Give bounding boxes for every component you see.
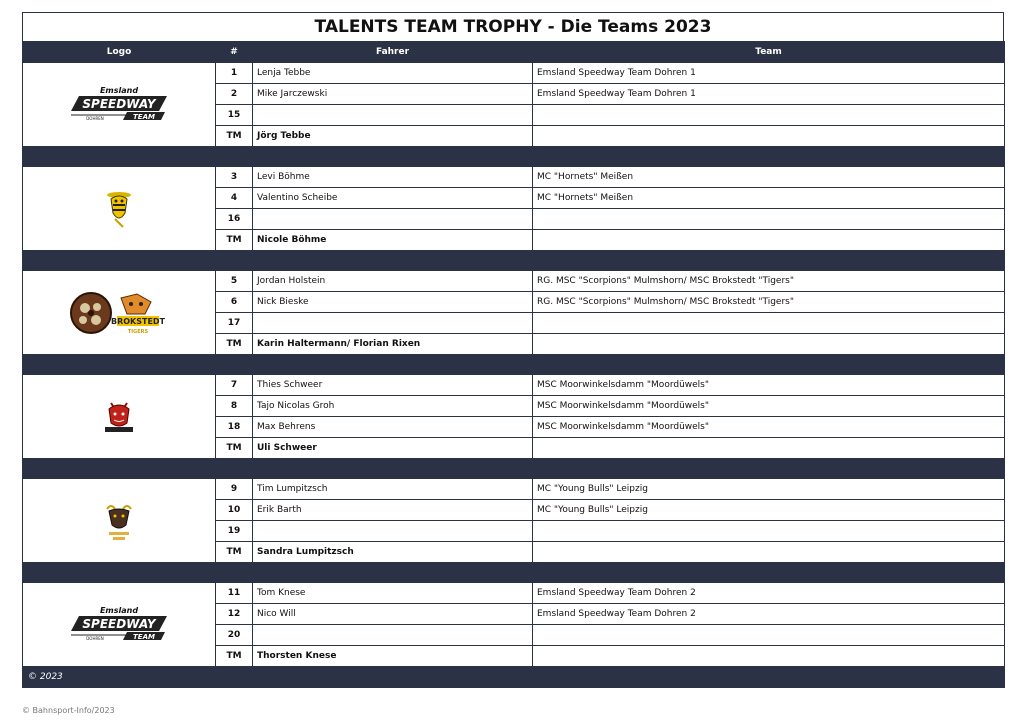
team-name: MC "Young Bulls" Leipzig	[533, 479, 1005, 500]
driver-name	[253, 521, 533, 542]
driver-name: Tim Lumpitzsch	[253, 479, 533, 500]
separator-row	[23, 563, 1005, 583]
driver-name	[253, 105, 533, 126]
separator-cell	[23, 563, 1005, 583]
start-number: 2	[216, 84, 253, 105]
logo-small-text: DOHREN	[86, 115, 104, 121]
separator-cell	[23, 251, 1005, 271]
team-name: Emsland Speedway Team Dohren 2	[533, 583, 1005, 604]
team-name	[533, 625, 1005, 646]
team-name	[533, 230, 1005, 251]
team-manager-name: Thorsten Knese	[253, 646, 533, 667]
team-name: Emsland Speedway Team Dohren 1	[533, 63, 1005, 84]
team-name	[533, 209, 1005, 230]
driver-name: Valentino Scheibe	[253, 188, 533, 209]
emsland-speedway-team-logo-icon	[67, 85, 171, 125]
driver-name	[253, 625, 533, 646]
driver-name: Nico Will	[253, 604, 533, 625]
logo-sub-text: TEAM	[133, 112, 155, 121]
team-logo-cell	[23, 375, 216, 459]
logo-sub-text: TIGERS	[127, 328, 149, 335]
start-number: 6	[216, 292, 253, 313]
start-number: 10	[216, 500, 253, 521]
separator-row	[23, 355, 1005, 375]
team-name	[533, 105, 1005, 126]
start-number: 16	[216, 209, 253, 230]
logo-top-text: Emsland	[99, 85, 139, 95]
team-name: MC "Hornets" Meißen	[533, 167, 1005, 188]
logo-main-text: BROKSTEDT	[110, 316, 166, 326]
team-name	[533, 334, 1005, 355]
driver-name: Lenja Tebbe	[253, 63, 533, 84]
team-name: MSC Moorwinkelsdamm "Moordüwels"	[533, 375, 1005, 396]
start-number: 15	[216, 105, 253, 126]
team-manager-name: Uli Schweer	[253, 438, 533, 459]
team-logo-cell	[23, 479, 216, 563]
team-name	[533, 542, 1005, 563]
start-number: 18	[216, 417, 253, 438]
team-name: MSC Moorwinkelsdamm "Moordüwels"	[533, 417, 1005, 438]
page-title: TALENTS TEAM TROPHY - Die Teams 2023	[22, 12, 1004, 41]
table-row	[23, 375, 1005, 396]
team-name	[533, 313, 1005, 334]
logo-main-text: SPEEDWAY	[82, 616, 156, 631]
footer-copyright: © 2023	[23, 667, 1005, 688]
start-number: 4	[216, 188, 253, 209]
team-manager-name: Sandra Lumpitzsch	[253, 542, 533, 563]
team-name: Emsland Speedway Team Dohren 1	[533, 84, 1005, 105]
team-logo-cell	[23, 583, 216, 667]
logo-top-text: Emsland	[99, 605, 139, 615]
team-manager-name: Nicole Böhme	[253, 230, 533, 251]
table-row	[23, 271, 1005, 292]
column-header-driver: Fahrer	[253, 42, 533, 63]
start-number: 20	[216, 625, 253, 646]
start-number: 11	[216, 583, 253, 604]
start-number: 1	[216, 63, 253, 84]
logo-sub-text: TEAM	[133, 632, 155, 641]
column-header-logo: Logo	[23, 42, 216, 63]
young-bulls-logo-icon	[99, 499, 139, 543]
table-row	[23, 583, 1005, 604]
start-number: 9	[216, 479, 253, 500]
column-header-number: #	[216, 42, 253, 63]
driver-name: Levi Böhme	[253, 167, 533, 188]
team-name: MC "Hornets" Meißen	[533, 188, 1005, 209]
separator-row	[23, 459, 1005, 479]
teams-table	[22, 41, 1005, 688]
team-name: MSC Moorwinkelsdamm "Moordüwels"	[533, 396, 1005, 417]
team-logo-cell	[23, 167, 216, 251]
start-number: 19	[216, 521, 253, 542]
driver-name: Erik Barth	[253, 500, 533, 521]
team-logo-cell	[23, 271, 216, 355]
table-row	[23, 63, 1005, 84]
document	[22, 12, 1004, 688]
start-number: TM	[216, 126, 253, 147]
team-name	[533, 521, 1005, 542]
team-name: MC "Young Bulls" Leipzig	[533, 500, 1005, 521]
team-name: RG. MSC "Scorpions" Mulmshorn/ MSC Brokstedt "Tigers"	[533, 292, 1005, 313]
team-manager-name: Karin Haltermann/ Florian Rixen	[253, 334, 533, 355]
driver-name: Max Behrens	[253, 417, 533, 438]
table-row	[23, 167, 1005, 188]
driver-name	[253, 209, 533, 230]
team-name: RG. MSC "Scorpions" Mulmshorn/ MSC Brokstedt "Tigers"	[533, 271, 1005, 292]
driver-name	[253, 313, 533, 334]
start-number: TM	[216, 646, 253, 667]
team-name: Emsland Speedway Team Dohren 2	[533, 604, 1005, 625]
separator-cell	[23, 459, 1005, 479]
separator-row	[23, 147, 1005, 167]
start-number: 12	[216, 604, 253, 625]
moorduewels-logo-icon	[99, 395, 139, 439]
separator-cell	[23, 147, 1005, 167]
start-number: TM	[216, 438, 253, 459]
logo-main-text: SPEEDWAY	[82, 96, 156, 111]
scorpions-tigers-logo-icon	[69, 290, 169, 336]
start-number: 7	[216, 375, 253, 396]
start-number: 8	[216, 396, 253, 417]
team-name	[533, 126, 1005, 147]
column-header-team: Team	[533, 42, 1005, 63]
start-number: TM	[216, 542, 253, 563]
start-number: TM	[216, 334, 253, 355]
emsland-speedway-team-logo-icon	[67, 605, 171, 645]
team-name	[533, 438, 1005, 459]
start-number: 3	[216, 167, 253, 188]
table-row	[23, 479, 1005, 500]
teams-body	[23, 63, 1005, 688]
driver-name: Jordan Holstein	[253, 271, 533, 292]
start-number: 17	[216, 313, 253, 334]
driver-name: Thies Schweer	[253, 375, 533, 396]
logo-small-text: DOHREN	[86, 635, 104, 641]
driver-name: Nick Bieske	[253, 292, 533, 313]
team-name	[533, 646, 1005, 667]
driver-name: Mike Jarczewski	[253, 84, 533, 105]
driver-name: Tajo Nicolas Groh	[253, 396, 533, 417]
team-manager-name: Jörg Tebbe	[253, 126, 533, 147]
start-number: 5	[216, 271, 253, 292]
footer-row	[23, 667, 1005, 688]
start-number: TM	[216, 230, 253, 251]
hornets-logo-icon	[99, 187, 139, 231]
driver-name: Tom Knese	[253, 583, 533, 604]
team-logo-cell	[23, 63, 216, 147]
separator-cell	[23, 355, 1005, 375]
separator-row	[23, 251, 1005, 271]
credit-text: © Bahnsport-Info/2023	[22, 706, 115, 715]
header-row	[23, 42, 1005, 63]
